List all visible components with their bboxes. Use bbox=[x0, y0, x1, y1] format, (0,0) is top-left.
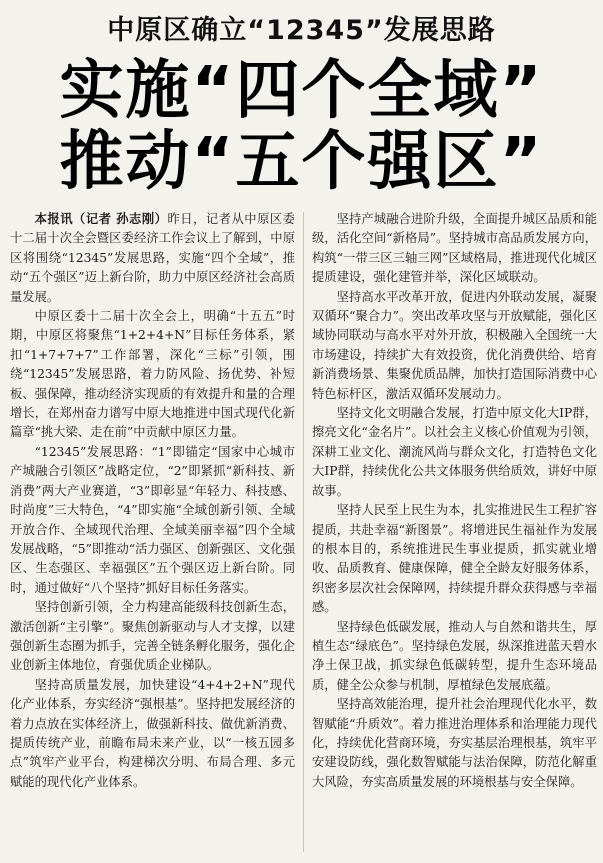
article-paragraph: 坚持绿色低碳发展，推动人与自然和谐共生，厚植生态“绿底色”。坚持绿色发展，纵深推进蓝天碧水净土保卫战，抓实绿色低碳转型，提升生态环境品质，健全公众参与机制，厚植绿色发展底蕴。 bbox=[312, 619, 597, 692]
article-paragraph: 中原区委十二届十次全会上，明确“十五五”时期，中原区将聚焦“1+2+4+N”目标任务体系，紧扣“1+7+7+7”工作部署，深化“三标”引领，围绕“12345”发展思路，着力防风险、扬优势、补短板、强保障，推动经济实现质的有效提升和量的合理增长，在郑州奋力谱写中原大地推进中国式现代化新篇章“挑大梁、走在前”中贡献中原区力量。 bbox=[10, 309, 295, 440]
article-paragraph: 坚持人民至上民生为本，扎实推进民生工程扩容提质，共赴幸福“新图景”。将增进民生福祉作为发展的根本目的，系统推进民生事业提质，抓实就业增收、品质教育、健康保障，健全全龄友好服务体系，织密多层次社会保障网，持续提升群众获得感与幸福感。 bbox=[312, 503, 597, 615]
kicker-title: 中原区确立“12345”发展思路 bbox=[107, 15, 496, 46]
headline-line-1: 实施“四个全域” bbox=[59, 54, 544, 128]
article-paragraph: 坚持产城融合进阶升级，全面提升城区品质和能级，活化空间“新格局”。坚持城市高品质发展方向，构筑“一带三区三轴三网”区域格局，推进现代化城区提质建设，强化建管并举，深化区域联动。 bbox=[312, 212, 597, 285]
lead-paragraph bbox=[10, 210, 295, 307]
article-paragraph: 坚持高水平改革开放，促进内外联动发展，凝聚双循环“聚合力”。突出改革攻坚与开放赋能，强化区域协同联动与高水平对外开放，积极融入全国统一大市场建设，持续扩大有效投资，优化消费供给、培育新消费场景、集聚优质品牌，加快打造国际消费中心特色标杆区，激活双循环发展动力。 bbox=[312, 289, 597, 401]
article-column-right bbox=[312, 210, 597, 792]
lead-text: 昨日，记者从中原区委十二届十次全会暨区委经济工作会议上了解到，中原区将围绕“12345”发展思路，实施“四个全域”，推动“五个强区”迈上新台阶，助力中原区经济社会高质量发展。 bbox=[10, 212, 295, 304]
column-divider bbox=[303, 212, 304, 852]
article-paragraph: 坚持高质量发展，加快建设“4+4+2+N”现代化产业体系，夯实经济“强根基”。坚持把发展经济的着力点放在实体经济上，做强新科技、做优新消费、提质传统产业，前瞻布局未来产业，以“一核五园多点”筑牢产业平台，构建梯次分明、布局合理、多元赋能的现代化产业体系。 bbox=[10, 677, 295, 789]
article-paragraph: 坚持高效能治理，提升社会治理现代化水平，数智赋能“升质效”。着力推进治理体系和治理能力现代化，持续优化营商环境，夯实基层治理根基，筑牢平安建设防线，强化数智赋能与法治保障，防范化解重大风险，夯实高质量发展的环境根基与安全保障。 bbox=[312, 697, 597, 789]
article-paragraph: 坚持创新引领，全力构建高能级科技创新生态，激活创新“主引擎”。聚焦创新驱动与人才支撑，以建强创新生态圈为抓手，完善全链条孵化服务，强化企业创新主体地位，育强优质企业梯队。 bbox=[10, 600, 295, 673]
article-paragraph: “12345”发展思路：“1”即锚定“国家中心城市产城融合引领区”战略定位，“2”即紧抓“新科技、新消费”两大产业赛道，“3”即彰显“年轻力、科技感、时尚度”三大特色，“4”即实施“全域创新引领、全域开放合作、全域现代治理、全域美丽幸福”四个全域发展战略，“5”即推动“活力强区、创新强区、文化强区、生态强区、幸福强区”五个强区迈上新台阶。同时，通过做好“八个坚持”抓好目标任务落实。 bbox=[10, 444, 295, 595]
byline: 本报讯（记者 孙志刚） bbox=[34, 212, 168, 226]
article-column-left bbox=[10, 210, 295, 792]
article-paragraph: 坚持文化文明融合发展，打造中原文化大IP群，擦亮文化“金名片”。以社会主义核心价值观为引领，深耕工业文化、潮流风尚与群众文化，打造特色文化大IP群，持续优化公共文体服务供给质效，讲好中原故事。 bbox=[312, 406, 597, 498]
headline-line-2: 推动“五个强区” bbox=[59, 125, 544, 199]
